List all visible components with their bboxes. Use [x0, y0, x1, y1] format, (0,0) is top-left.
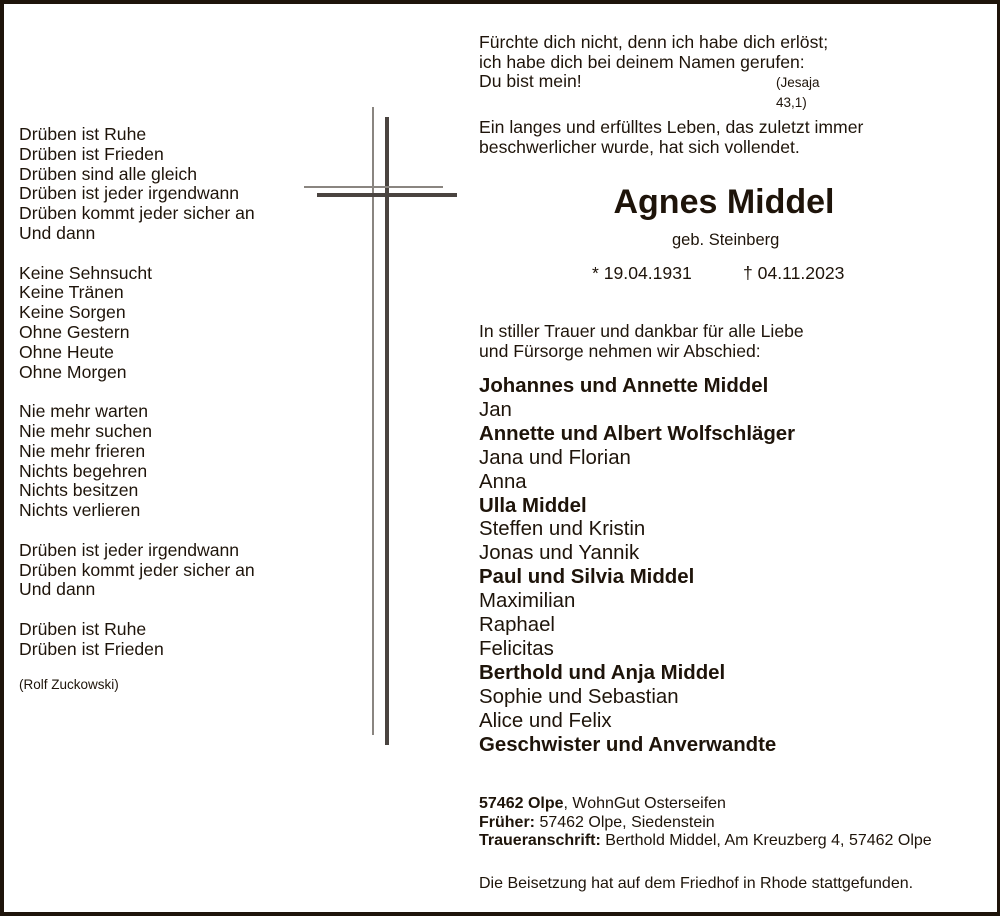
poem-author: (Rolf Zuckowski)	[19, 677, 119, 692]
thanks-text	[479, 322, 804, 361]
poem-line: Drüben kommt jeder sicher an	[19, 559, 255, 580]
cross-thin-horizontal	[304, 186, 443, 188]
poem-line: Keine Sehnsucht	[19, 262, 153, 283]
mourner-family: Annette und Albert Wolfschläger	[479, 422, 796, 445]
quote-line: ich habe dich bei deinem Namen gerufen:	[479, 51, 805, 72]
intro-line: Ein langes und erfülltes Leben, das zuletzt immer	[479, 117, 864, 137]
mourner-family: Johannes und Annette Middel	[479, 375, 769, 397]
mourner: Sophie und Sebastian	[479, 685, 679, 708]
poem-line: Drüben ist jeder irgendwann	[19, 183, 240, 204]
intro-text	[479, 118, 863, 157]
quote-line: Fürchte dich nicht, denn ich habe dich erlöst;	[479, 32, 829, 52]
mourner-family: Berthold und Anja Middel	[479, 661, 726, 684]
poem-line: Nichts begehren	[19, 460, 148, 481]
poem-line: Keine Sorgen	[19, 302, 126, 323]
quote-line: Du bist mein!	[479, 71, 582, 91]
address-residence	[479, 795, 932, 814]
poem-line: Nichts verlieren	[19, 500, 141, 521]
mourner: Jana und Florian	[479, 446, 631, 469]
mourner: Jan	[479, 398, 512, 421]
poem-line: Nie mehr suchen	[19, 420, 152, 441]
poem-line: Drüben ist Ruhe	[19, 618, 147, 639]
address-mourning	[479, 832, 932, 851]
poem-line: Drüben sind alle gleich	[19, 163, 197, 184]
address-label: Früher:	[479, 813, 535, 831]
thanks-line: und Fürsorge nehmen wir Abschied:	[479, 340, 761, 361]
poem-line: Keine Tränen	[19, 282, 124, 303]
stanza-gap	[19, 382, 255, 402]
address-former	[479, 814, 932, 833]
quote-reference: (Jesaja 43,1)	[776, 75, 820, 110]
mourners-list	[479, 375, 795, 758]
poem-line: Drüben ist Frieden	[19, 143, 164, 164]
poem-line: Drüben ist Frieden	[19, 638, 164, 659]
death-date: † 04.11.2023	[743, 263, 845, 283]
poem-line: Nie mehr warten	[19, 401, 149, 422]
address-value: 57462 Olpe, Siedenstein	[535, 813, 715, 831]
birth-date: * 19.04.1931	[592, 263, 692, 283]
stanza-gap	[19, 521, 255, 541]
mourner-family: Ulla Middel	[479, 494, 587, 517]
address-label: 57462 Olpe	[479, 795, 564, 812]
stanza-gap	[19, 244, 255, 264]
poem-line: Und dann	[19, 222, 96, 243]
bible-quote	[479, 32, 829, 110]
deceased-name-text: Agnes Middel	[613, 183, 835, 221]
poem-line: Ohne Morgen	[19, 361, 127, 382]
poem-line: Drüben ist Ruhe	[19, 124, 147, 144]
cross-thin-vertical	[372, 107, 374, 735]
mourner-family: Paul und Silvia Middel	[479, 566, 695, 589]
poem-line: Ohne Heute	[19, 341, 114, 362]
birth-name: geb. Steinberg	[672, 231, 780, 249]
cross-thick-vertical	[385, 117, 389, 745]
mourner: Steffen und Kristin	[479, 518, 646, 541]
mourner: Jonas und Yannik	[479, 542, 640, 565]
thanks-line: In stiller Trauer und dankbar für alle Liebe	[479, 321, 804, 341]
mourner: Anna	[479, 470, 527, 493]
poem-line: Nie mehr frieren	[19, 440, 146, 461]
address-label: Traueranschrift:	[479, 832, 601, 849]
poem-line: Nichts besitzen	[19, 480, 139, 501]
poem-line: Und dann	[19, 579, 96, 600]
address-value: , WohnGut Osterseifen	[563, 795, 726, 812]
mourner: Maximilian	[479, 590, 576, 613]
intro-line: beschwerlicher wurde, hat sich vollendet.	[479, 136, 800, 157]
address-value: Berthold Middel, Am Kreuzberg 4, 57462 Olpe	[600, 832, 932, 849]
mourner: Alice und Felix	[479, 709, 612, 732]
poem-line: Ohne Gestern	[19, 321, 130, 342]
cross-thick-horizontal	[317, 193, 457, 197]
mourner-family: Geschwister und Anverwandte	[479, 733, 777, 756]
address-block	[479, 795, 932, 851]
poem	[19, 125, 255, 660]
stanza-gap	[19, 600, 255, 620]
mourner: Felicitas	[479, 637, 554, 660]
poem-line: Drüben ist jeder irgendwann	[19, 539, 240, 560]
burial-notice: Die Beisetzung hat auf dem Friedhof in Rhode stattgefunden.	[479, 875, 914, 892]
poem-line: Drüben kommt jeder sicher an	[19, 203, 255, 224]
deceased-name	[479, 182, 989, 222]
mourner: Raphael	[479, 614, 555, 637]
